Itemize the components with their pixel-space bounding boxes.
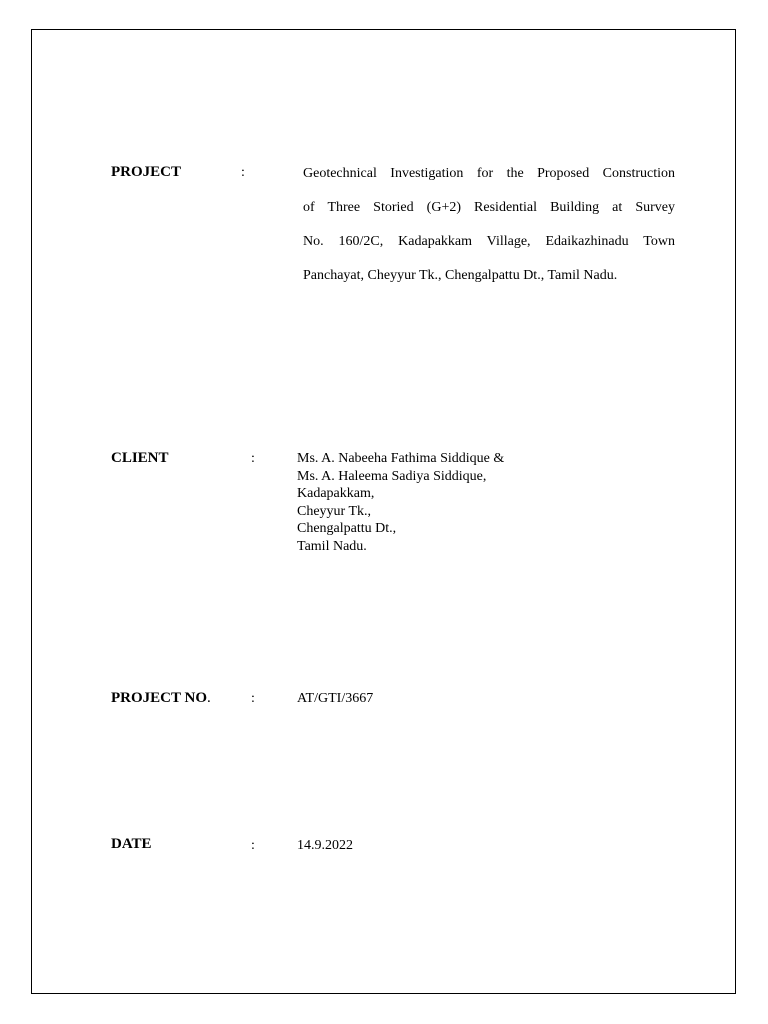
project-line-3: No. 160/2C, Kadapakkam Village, Edaikazhinadu Town [303, 234, 675, 249]
client-colon: : [251, 451, 255, 466]
project-line-1: Geotechnical Investigation for the Proposed Construction [303, 166, 675, 181]
project-no-colon: : [251, 691, 255, 706]
client-line-4: Cheyyur Tk., [297, 503, 372, 519]
project-label: PROJECT [111, 164, 182, 180]
date-label: DATE [111, 836, 152, 852]
date-value: 14.9.2022 [297, 838, 353, 853]
project-no-label-text: PROJECT NO [111, 690, 207, 706]
project-no-label [111, 690, 211, 707]
client-line-6: Tamil Nadu. [297, 538, 367, 554]
client-line-1: Ms. A. Nabeeha Fathima Siddique & [297, 451, 505, 466]
project-line-2: of Three Storied (G+2) Residential Building at Survey [303, 200, 675, 215]
project-line-4: Panchayat, Cheyyur Tk., Chengalpattu Dt., Tamil Nadu. [303, 268, 618, 283]
project-description [303, 164, 675, 300]
project-no-label-suffix: . [206, 690, 211, 706]
project-colon: : [241, 165, 245, 180]
client-label: CLIENT [111, 450, 169, 466]
project-no-value: AT/GTI/3667 [297, 691, 374, 706]
client-line-2: Ms. A. Haleema Sadiya Siddique, [297, 468, 487, 484]
date-colon: : [251, 838, 255, 853]
client-address [297, 450, 504, 555]
client-line-3: Kadapakkam, [297, 486, 375, 501]
client-line-5: Chengalpattu Dt., [297, 521, 397, 536]
